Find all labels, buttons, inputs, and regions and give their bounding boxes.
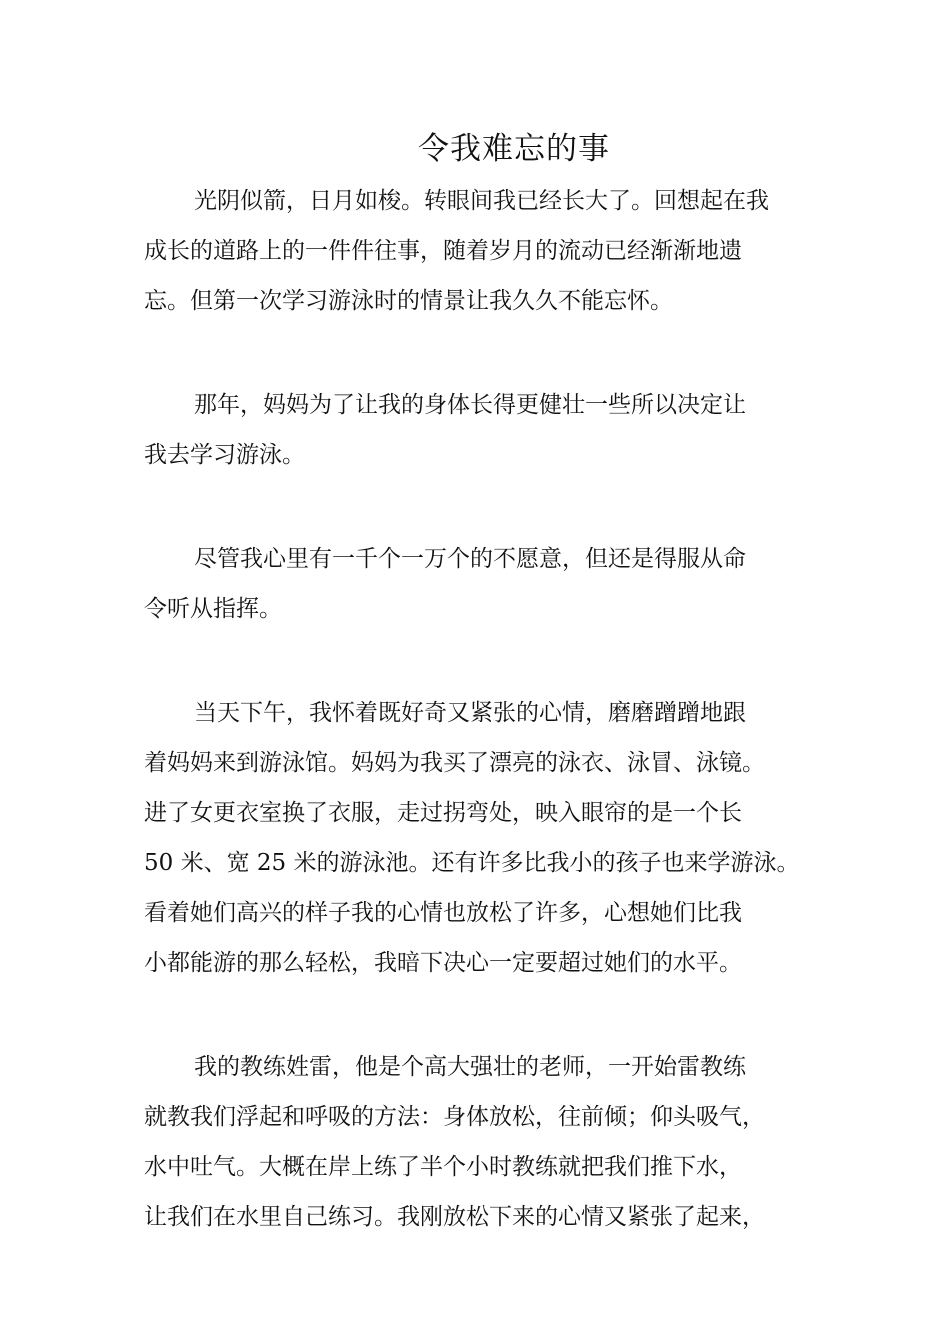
paragraph-line: 看着她们高兴的样子我的心情也放松了许多，心想她们比我 [144,900,742,926]
paragraph-line: 令听从指挥。 [144,596,282,622]
paragraph-line: 就教我们浮起和呼吸的方法：身体放松，往前倾；仰头吸气， [144,1104,765,1130]
paragraph-line: 光阴似箭，日月如梭。转眼间我已经长大了。回想起在我 [194,188,769,214]
paragraph-line: 尽管我心里有一千个一万个的不愿意，但还是得服从命 [194,546,746,572]
paragraph-line: 成长的道路上的一件件往事，随着岁月的流动已经渐渐地遗 [144,238,742,264]
paragraph-line: 进了女更衣室换了衣服，走过拐弯处，映入眼帘的是一个长 [144,800,742,826]
paragraph-gap [144,480,824,534]
paragraph-3 [144,534,824,634]
paragraph-2 [144,380,824,480]
paragraph-line: 让我们在水里自己练习。我刚放松下来的心情又紧张了起来， [144,1204,765,1230]
paragraph-4 [144,688,824,988]
document-title: 令我难忘的事 [418,131,610,167]
paragraph-gap [144,988,824,1042]
paragraph-line: 当天下午，我怀着既好奇又紧张的心情，磨磨蹭蹭地跟 [194,700,746,726]
paragraph-line: 小都能游的那么轻松，我暗下决心一定要超过她们的水平。 [144,950,742,976]
paragraph-line: 50 米、宽 25 米的游泳池。还有许多比我小的孩子也来学游泳。 [144,850,800,876]
paragraph-line: 忘。但第一次学习游泳时的情景让我久久不能忘怀。 [144,288,673,314]
paragraph-gap [144,634,824,688]
paragraph-1 [144,176,824,326]
paragraph-gap [144,326,824,380]
paragraph-line: 着妈妈来到游泳馆。妈妈为我买了漂亮的泳衣、泳冒、泳镜。 [144,750,765,776]
paragraph-line: 那年，妈妈为了让我的身体长得更健壮一些所以决定让 [194,392,746,418]
document-body [144,176,824,1242]
paragraph-line: 水中吐气。大概在岸上练了半个小时教练就把我们推下水， [144,1154,742,1180]
paragraph-line: 我去学习游泳。 [144,442,305,468]
paragraph-5 [144,1042,824,1242]
paragraph-line: 我的教练姓雷，他是个高大强壮的老师，一开始雷教练 [194,1054,746,1080]
